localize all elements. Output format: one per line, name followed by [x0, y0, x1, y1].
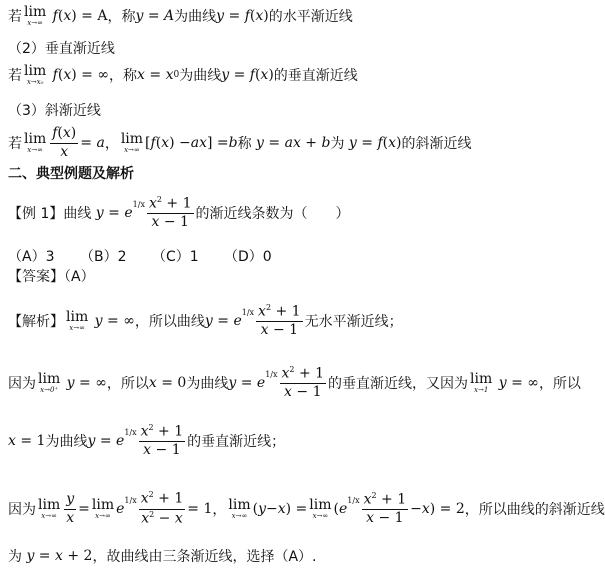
solution-step-1: 【解析】 lim x→∞ y = ∞ ，所以曲线 y = e 1/x $\frac{x^2 + 1}{x - 1}$ 无水平渐近线；: [8, 302, 403, 338]
solution-step-4: 因为 lim x→∞ $\frac{y}{x}$ = lim x→∞ e 1/x $\frac{x^2 + 1}{x^2 - x}$ = 1 ， lim x→∞ ( y − x ) = lim x→∞ ( e 1/x $\frac{x^2 + 1}{x - 1}$ − x ) = 2 ，所以曲线的斜渐近线: [8, 490, 605, 527]
section-heading-oblique: （3）斜渐近线: [8, 103, 101, 119]
option-d: （D）0: [224, 249, 272, 265]
formula: f: [48, 8, 58, 24]
solution-step-5: 为 y = x + 2 ，故曲线由三条渐近线，选择（A）.: [8, 548, 317, 565]
answer-line: 【答案】（A）: [8, 269, 95, 285]
oblique-asymptote-definition: 若 lim x→∞ $\frac{f(x)}{x}$ = a ， lim x→∞ [ f ( x ) − ax ] = b 称 y = ax + b 为 y = f ( x ) 的斜渐近线: [8, 125, 472, 160]
vertical-asymptote-definition: 若 lim x→x₀ f ( x ) = ∞ ，称 x = x 0 为曲线 y = f ( x ) 的垂直渐近线: [8, 63, 358, 86]
answer-options: [8, 246, 296, 266]
solution-step-3: x = 1 为曲线 y = e 1/x $\frac{x^2 + 1}{x - 1}$ 的垂直渐近线；: [8, 422, 286, 458]
solution-step-2: 因为 lim x→0⁺ y = ∞ ，所以 x = 0 为曲线 y = e 1/x $\frac{x^2 + 1}{x - 1}$ 的垂直渐近线，又因为 lim x→1 y = ∞ ，所以: [8, 364, 581, 400]
option-a: （A）3: [8, 249, 55, 265]
option-c: （C）1: [152, 249, 199, 265]
section-heading-examples: 二、典型例题及解析: [8, 166, 134, 182]
limit-x-to-inf: lim x→∞: [24, 4, 47, 27]
example-question: 【例 1】曲线 y = e 1/x $\frac{x^2 + 1}{x - 1}$ 的渐近线条数为（ ）: [8, 194, 350, 230]
section-heading-vertical: （2）垂直渐近线: [8, 41, 115, 57]
option-b: （B）2: [80, 249, 127, 265]
horizontal-asymptote-definition: 若 lim x→∞ f ( x ) = A ，称 y = A 为曲线 y = f ( x ) 的水平渐近线: [8, 4, 353, 27]
